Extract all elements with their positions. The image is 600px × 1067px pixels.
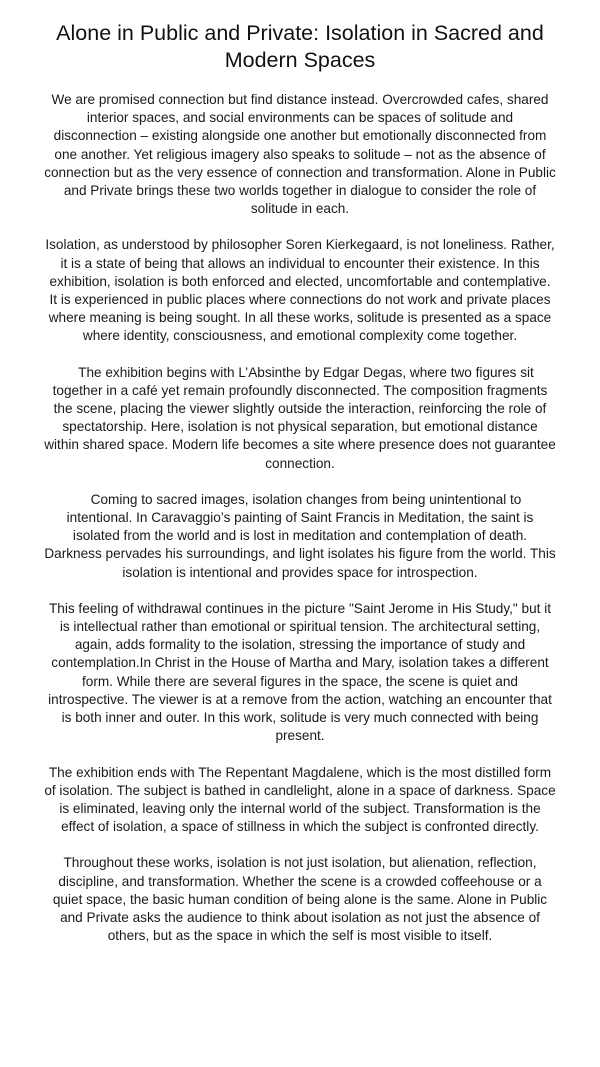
paragraph-saint-jerome: This feeling of withdrawal continues in the picture "Saint Jerome in His Study," but it is intellectual rather than emotional or spiritual tension. The architectural setting, again, adds formality to the isolation, stressing the importance of study and contemplation.In Christ in the House of Martha and Mary, isolation takes a different form. While there are several figures in the space, the scene is quiet and introspective. The viewer is at a remove from the action, watching an encounter that is both inner and outer. In this work, solitude is very much connected with being present. <box>48 600 552 744</box>
document-title: Alone in Public and Private: Isolation in Sacred and Modern Spaces <box>56 21 544 72</box>
paragraph-intro: We are promised connection but find distance instead. Overcrowded cafes, shared interior spaces, and social environments can be spaces of solitude and disconnection – existing alongside one another but emotionally disconnected from one another. Yet religious imagery also speaks to solitude – not as the absence of connection but as the very essence of connection and transformation. Alone in Public and Private brings these two worlds together in dialogue to consider the role of solitude in each. <box>44 92 556 217</box>
paragraph-kierkegaard: Isolation, as understood by philosopher Soren Kierkegaard, is not loneliness. Rather, it is a state of being that allows an individual to encounter their existence. In this exhibition, isolation is both enforced and elected, uncomfortable and contemplative. It is experienced in public places where connections do not work and private places where meaning is being sought. In all these works, solitude is presented as a space where identity, consciousness, and emotional complexity come together. <box>45 237 555 344</box>
paragraph-caravaggio: Coming to sacred images, isolation changes from being unintentional to intentional. In Caravaggio’s painting of Saint Francis in Meditation, the saint is isolated from the world and is lost in meditation and contemplation of death. Darkness pervades his surroundings, and light isolates his figure from the world. This isolation is intentional and provides space for introspection. <box>44 491 556 580</box>
paragraph-degas: The exhibition begins with L’Absinthe by Edgar Degas, where two figures sit together in a café yet remain profoundly disconnected. The composition fragments the scene, placing the viewer slightly outside the interaction, reinforcing the role of spectatorship. Here, isolation is not physical separation, but emotional distance within shared space. Modern life becomes a site where presence does not guarantee connection. <box>44 364 556 471</box>
paragraph-conclusion: Throughout these works, isolation is not just isolation, but alienation, reflection, discipline, and transformation. Whether the scene is a crowded coffeehouse or a quiet space, the basic human condition of being alone is the same. Alone in Public and Private asks the audience to think about isolation as not just the absence of others, but as the space in which the self is most visible to itself. <box>52 855 548 944</box>
paragraph-magdalene: The exhibition ends with The Repentant Magdalene, which is the most distilled form of isolation. The subject is bathed in candlelight, alone in a space of darkness. Space is eliminated, leaving only the internal world of the subject. Transformation is the effect of isolation, a space of stillness in which the subject is confronted directly. <box>44 764 556 835</box>
document-body <box>44 91 556 945</box>
